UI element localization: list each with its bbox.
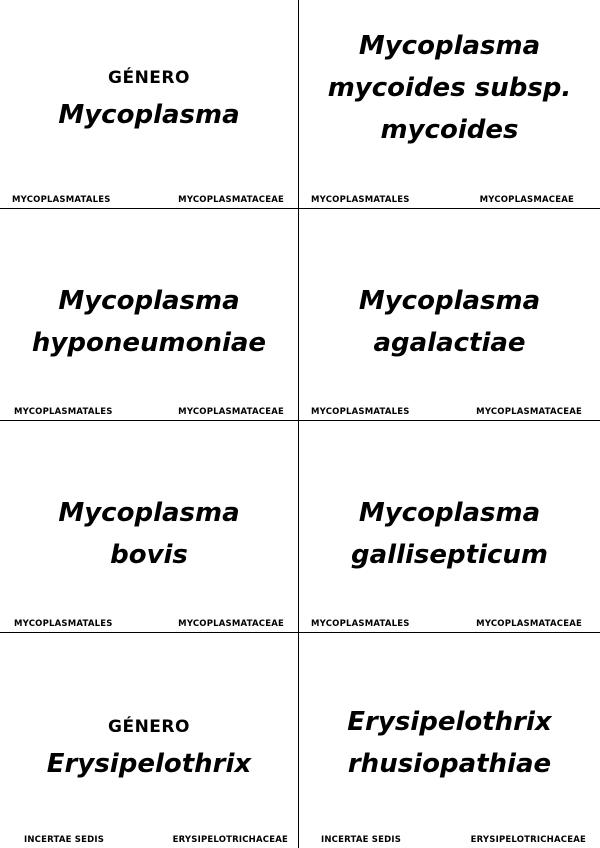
- order-label: MYCOPLASMATALES: [14, 619, 113, 629]
- taxon-name: [299, 701, 600, 785]
- taxon-name-line: rhusiopathiae: [347, 749, 552, 779]
- taxon-name: [299, 25, 600, 151]
- taxon-card: [0, 209, 298, 420]
- family-label: MYCOPLASMATACEAE: [178, 195, 284, 205]
- order-label: INCERTAE SEDIS: [321, 835, 402, 845]
- taxon-name-line: Mycoplasma: [58, 498, 240, 528]
- taxon-name-line: Mycoplasma: [358, 498, 541, 528]
- taxon-name-line: agalactiae: [373, 328, 526, 358]
- order-label: MYCOPLASMATALES: [311, 619, 410, 629]
- order-label: INCERTAE SEDIS: [24, 835, 105, 845]
- taxon-name-line: Mycoplasma: [58, 100, 240, 130]
- family-label: ERYSIPELOTRICHACEAE: [470, 835, 586, 845]
- taxon-name-line: mycoides: [380, 115, 519, 145]
- order-label: MYCOPLASMATALES: [311, 195, 410, 205]
- taxon-name-line: bovis: [110, 540, 188, 570]
- taxon-name-line: Mycoplasma: [358, 31, 541, 61]
- taxon-name: [0, 492, 298, 576]
- taxon-card: [0, 0, 298, 208]
- order-label: MYCOPLASMATALES: [12, 195, 111, 205]
- family-label: MYCOPLASMACEAE: [479, 195, 574, 205]
- taxon-name: [0, 743, 298, 785]
- taxon-card: [299, 633, 600, 848]
- taxon-name-line: gallisepticum: [351, 540, 548, 570]
- taxon-name-line: mycoides subsp.: [327, 73, 572, 103]
- family-label: MYCOPLASMATACEAE: [178, 407, 284, 417]
- taxon-name-line: Erysipelothrix: [347, 707, 552, 737]
- taxon-name-line: Mycoplasma: [58, 286, 240, 316]
- taxon-name: [0, 280, 298, 364]
- taxon-card: [299, 421, 600, 632]
- family-label: MYCOPLASMATACEAE: [476, 619, 582, 629]
- genus-label: GÉNERO: [108, 717, 190, 737]
- taxon-card: [0, 421, 298, 632]
- taxon-name-line: Mycoplasma: [358, 286, 541, 316]
- taxon-name-line: Erysipelothrix: [46, 749, 252, 779]
- taxon-name: [299, 280, 600, 364]
- taxon-name: [0, 94, 298, 136]
- family-label: MYCOPLASMATACEAE: [178, 619, 284, 629]
- family-label: MYCOPLASMATACEAE: [476, 407, 582, 417]
- genus-label: GÉNERO: [108, 68, 190, 88]
- order-label: MYCOPLASMATALES: [311, 407, 410, 417]
- taxon-name: [299, 492, 600, 576]
- taxon-card: [299, 209, 600, 420]
- taxon-card: [0, 633, 298, 848]
- taxon-card: [299, 0, 600, 208]
- family-label: ERYSIPELOTRICHACEAE: [172, 835, 288, 845]
- order-label: MYCOPLASMATALES: [14, 407, 113, 417]
- taxon-name-line: hyponeumoniae: [31, 328, 267, 358]
